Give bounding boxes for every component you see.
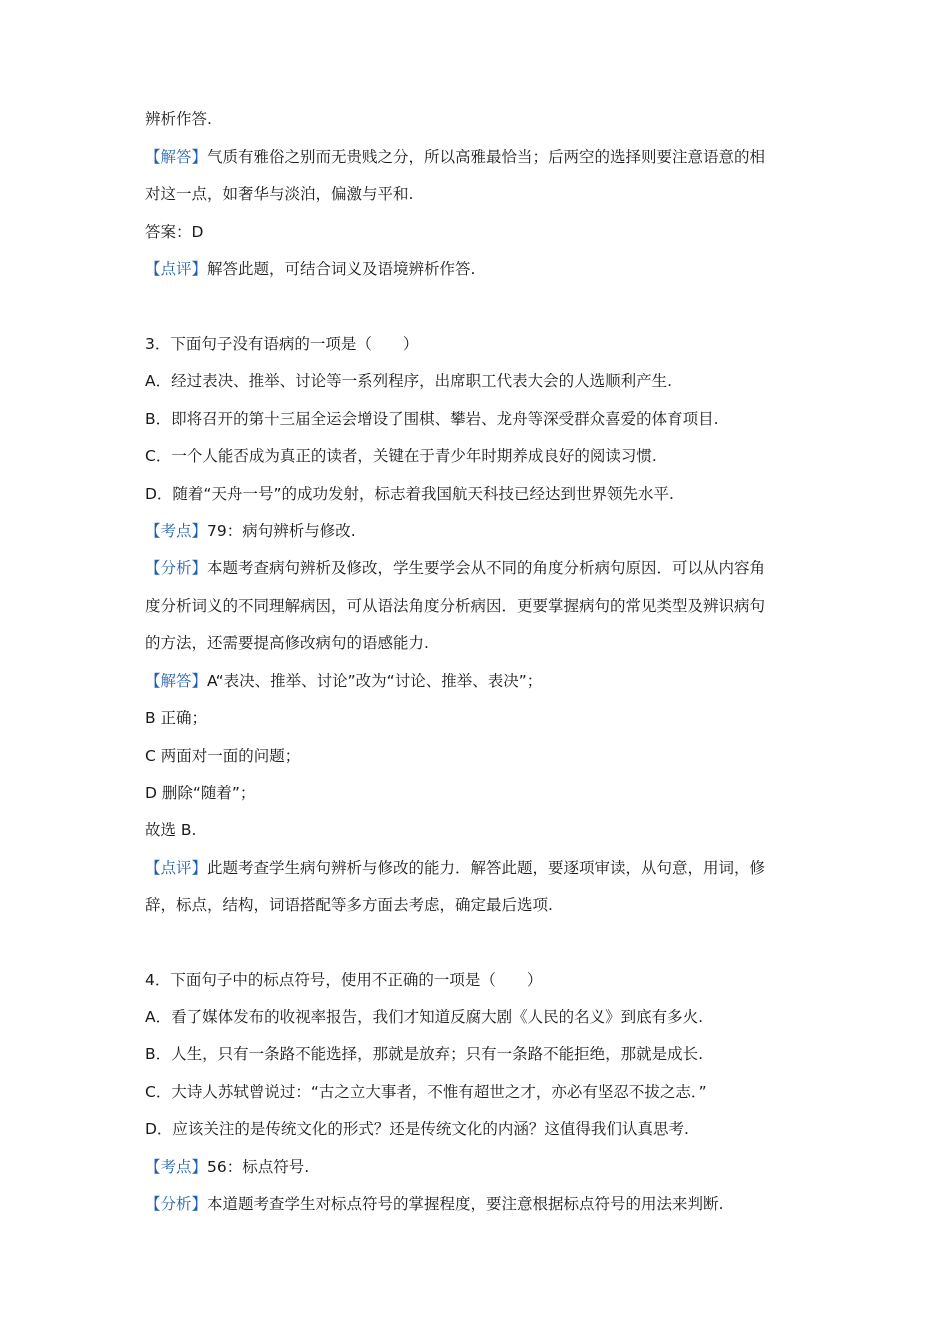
q4-option-c: C．大诗人苏轼曾说过：“古之立大事者，不惟有超世之才，亦必有坚忍不拔之志．”	[145, 1083, 707, 1101]
q2-answer-line-1	[145, 147, 825, 167]
comment-tag: 【点评】	[145, 859, 208, 877]
q3-answer-a	[145, 671, 825, 691]
q3-analysis-line-3: 的方法，还需要提高修改病句的语感能力.	[145, 634, 429, 652]
q3-analysis-text: 本题考查病句辨析及修改，学生要学会从不同的角度分析病句原因．可以从内容角	[207, 559, 766, 577]
q3-option-c: C．一个人能否成为真正的读者，关键在于青少年时期养成良好的阅读习惯.	[145, 447, 657, 465]
analysis-tag: 【分析】	[145, 1195, 208, 1213]
q3-option-b: B．即将召开的第十三届全运会增设了围棋、攀岩、龙舟等深受群众喜爱的体育项目.	[145, 410, 719, 428]
q3-final-answer: 故选 B.	[145, 821, 197, 839]
q2-final-answer: 答案：D	[145, 223, 204, 241]
q3-analysis-line-1	[145, 558, 825, 578]
q4-point-text: 56：标点符号.	[207, 1158, 310, 1176]
q3-point-text: 79：病句辨析与修改.	[207, 522, 356, 540]
q4-point	[145, 1157, 825, 1177]
q2-answer-text: 气质有雅俗之别而无贵贱之分，所以高雅最恰当；后两空的选择则要注意语意的相	[207, 148, 766, 166]
q4-analysis	[145, 1194, 825, 1214]
q3-answer-a-text: A“表决、推举、讨论”改为“讨论、推举、表决”；	[207, 672, 543, 690]
answer-tag: 【解答】	[145, 148, 208, 166]
q2-answer-line-2: 对这一点，如奢华与淡泊，偏激与平和.	[145, 185, 414, 203]
q3-comment-text: 此题考查学生病句辨析与修改的能力．解答此题，要逐项审读，从句意，用词，修	[207, 859, 766, 877]
analysis-tag: 【分析】	[145, 559, 208, 577]
q3-answer-b: B 正确；	[145, 709, 208, 727]
answer-tag: 【解答】	[145, 672, 208, 690]
q4-option-d: D．应该关注的是传统文化的形式？还是传统文化的内涵？这值得我们认真思考.	[145, 1120, 689, 1138]
q4-option-b: B．人生，只有一条路不能选择，那就是放弃；只有一条路不能拒绝，那就是成长.	[145, 1045, 704, 1063]
q4-stem: 4．下面句子中的标点符号，使用不正确的一项是（ ）	[145, 971, 543, 989]
q4-analysis-text: 本道题考查学生对标点符号的掌握程度，要注意根据标点符号的用法来判断.	[207, 1195, 724, 1213]
q3-option-a: A．经过表决、推举、讨论等一系列程序，出席职工代表大会的人选顺利产生.	[145, 372, 673, 390]
point-tag: 【考点】	[145, 1158, 208, 1176]
intro-tail: 辨析作答.	[145, 110, 212, 128]
q3-analysis-line-2: 度分析词义的不同理解病因，可从语法角度分析病因．更要掌握病句的常见类型及辨识病句	[145, 597, 766, 615]
q3-answer-d: D 删除“随着”；	[145, 784, 256, 802]
q3-comment-line-2: 辞，标点，结构，词语搭配等多方面去考虑，确定最后选项.	[145, 896, 553, 914]
point-tag: 【考点】	[145, 522, 208, 540]
q2-comment-text: 解答此题，可结合词义及语境辨析作答.	[207, 260, 476, 278]
q2-comment	[145, 259, 825, 279]
q3-point	[145, 521, 825, 541]
comment-tag: 【点评】	[145, 260, 208, 278]
q4-option-a: A．看了媒体发布的收视率报告，我们才知道反腐大剧《人民的名义》到底有多火.	[145, 1008, 704, 1026]
q3-option-d: D．随着“天舟一号”的成功发射，标志着我国航天科技已经达到世界领先水平.	[145, 485, 674, 503]
q3-comment-line-1	[145, 858, 825, 878]
q3-stem: 3．下面句子没有语病的一项是（ ）	[145, 335, 419, 353]
q3-answer-c: C 两面对一面的问题；	[145, 747, 301, 765]
